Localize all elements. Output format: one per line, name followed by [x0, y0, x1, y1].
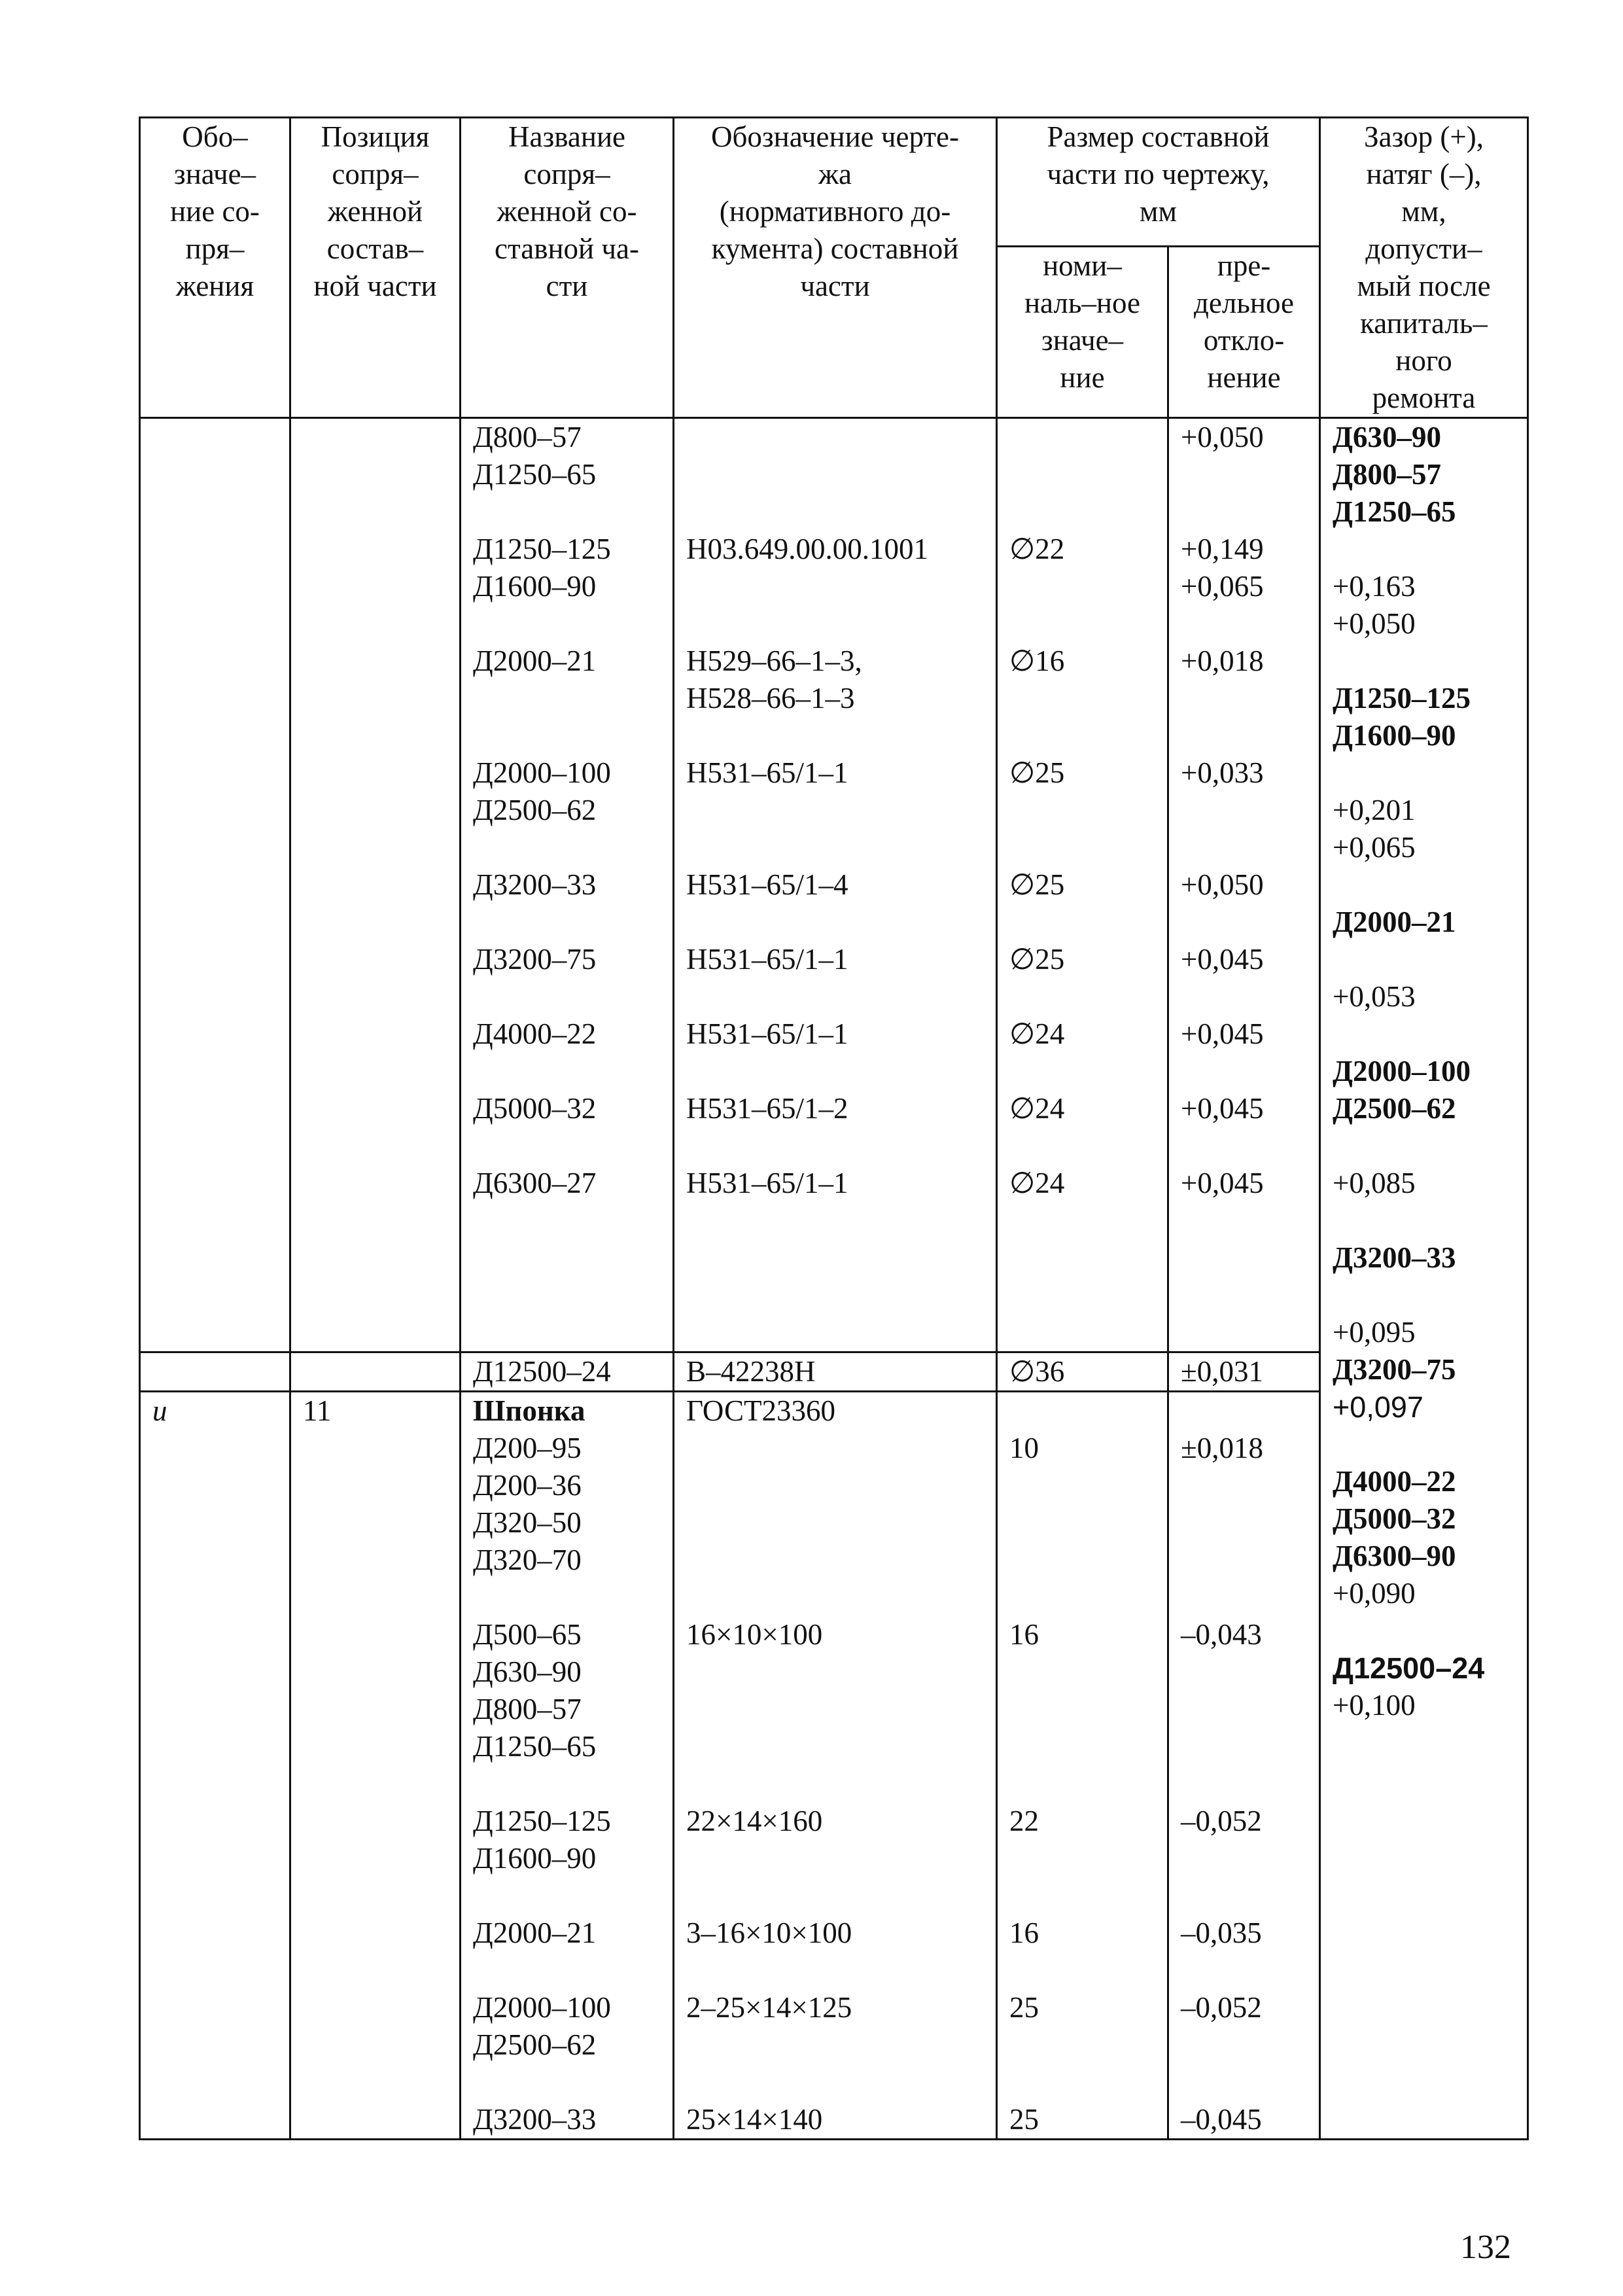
cell-line — [1181, 1504, 1307, 1542]
header-name — [461, 118, 674, 418]
clearance-group-label: Д2000–100 — [1333, 1055, 1471, 1087]
cell-line — [686, 1579, 984, 1616]
cell-line: Д1250–65 — [473, 1730, 597, 1763]
cell-line — [686, 978, 984, 1016]
row-d12500-deviation: ±0,031 — [1168, 1352, 1320, 1392]
cell-line — [1009, 1467, 1155, 1504]
clearance-value — [1333, 1127, 1515, 1165]
cell-line: значе– — [173, 158, 256, 190]
cell-line: Д500–65 — [473, 1618, 582, 1651]
cell-line: допусти– — [1365, 232, 1482, 265]
cell-line: ∅22 — [1009, 533, 1065, 565]
cell-line — [686, 1877, 984, 1915]
cell-line: натяг (–), — [1366, 158, 1482, 190]
clearance-value — [1333, 1202, 1515, 1239]
cell-line: Д1600–90 — [473, 1842, 597, 1875]
cell-line — [1181, 978, 1307, 1016]
clearance-group-label: Д12500–24 — [1333, 1651, 1485, 1685]
clearance-group-label: Д3200–75 — [1333, 1353, 1456, 1386]
cell-line — [473, 717, 661, 754]
cell-line: жения — [175, 270, 254, 302]
cell-line — [152, 419, 277, 456]
cell-line — [1181, 717, 1307, 754]
block2-drawing — [674, 1392, 997, 2140]
cell-line: части — [800, 270, 870, 302]
cell-line — [1009, 1952, 1155, 1989]
clearance-value — [1333, 1612, 1515, 1650]
cell-line — [1009, 1127, 1155, 1165]
cell-line: женной — [327, 195, 423, 228]
cell-line: мм, — [1401, 195, 1446, 228]
block1-deviation — [1168, 418, 1320, 1352]
cell-line — [1181, 1127, 1307, 1165]
cell-line: Н529–66–1–3, — [686, 645, 862, 677]
block2-nominal — [997, 1392, 1168, 2140]
clearance-value — [1333, 1016, 1515, 1053]
cell-line: дельное — [1194, 287, 1294, 320]
cell-line: Д200–95 — [473, 1432, 582, 1464]
cell-line: Обо– — [182, 120, 248, 153]
clearance-value — [1333, 866, 1515, 904]
cell-line — [1181, 1728, 1307, 1765]
clearance-value: +0,163 — [1333, 570, 1416, 603]
header-deviation — [1168, 247, 1320, 418]
clearance-value — [1333, 531, 1515, 568]
clearance-value: +0,065 — [1333, 831, 1416, 864]
cell-line — [686, 2026, 984, 2064]
parts-table — [139, 116, 1529, 2140]
cell-line — [686, 1467, 984, 1504]
cell-line — [1181, 1392, 1307, 1430]
cell-line: Д1250–65 — [473, 458, 597, 491]
cell-line — [1181, 1239, 1307, 1277]
cell-line — [686, 1691, 984, 1728]
cell-line — [1181, 1653, 1307, 1691]
cell-line: Д2000–21 — [473, 1916, 597, 1949]
cell-line: 2–25×14×125 — [686, 1991, 852, 2024]
cell-line: Д3200–75 — [473, 943, 597, 976]
cell-line — [1181, 1314, 1307, 1351]
cell-line: Д200–36 — [473, 1469, 582, 1502]
clearance-group-label: Д4000–22 — [1333, 1465, 1456, 1498]
cell-line — [1181, 1877, 1307, 1915]
cell-line — [1009, 680, 1155, 717]
cell-line — [1009, 717, 1155, 754]
cell-line — [1009, 904, 1155, 941]
cell-line — [686, 1542, 984, 1579]
clearance-group-label: Д2500–62 — [1333, 1092, 1456, 1125]
cell-line — [686, 2064, 984, 2101]
cell-line: +0,045 — [1181, 943, 1264, 976]
cell-line — [686, 1952, 984, 1989]
header-nominal — [997, 247, 1168, 418]
clearance-value: +0,050 — [1333, 607, 1416, 640]
cell-line: Н531–65/1–1 — [686, 943, 848, 976]
cell-line — [473, 1314, 661, 1351]
cell-line: Д2000–100 — [473, 756, 611, 789]
cell-line: Н531–65/1–2 — [686, 1092, 848, 1125]
cell-line — [686, 419, 984, 456]
page-number: 132 — [1460, 2229, 1511, 2266]
cell-line — [1181, 829, 1307, 866]
cell-line — [473, 1877, 661, 1915]
cell-line: состав– — [326, 232, 424, 265]
cell-line: –0,043 — [1181, 1618, 1262, 1651]
cell-line: ставной ча- — [495, 232, 639, 265]
cell-line — [1181, 1952, 1307, 1989]
cell-line: мый после — [1357, 270, 1491, 302]
cell-line: 3–16×10×100 — [686, 1916, 852, 1949]
cell-line — [1181, 1691, 1307, 1728]
clearance-group-label: Д2000–21 — [1333, 906, 1456, 938]
cell-line: Позиция — [321, 120, 430, 153]
cell-line: Д4000–22 — [473, 1017, 597, 1050]
cell-line — [473, 605, 661, 643]
cell-line: части по чертежу, — [1047, 158, 1270, 190]
cell-line — [1181, 680, 1307, 717]
cell-line: наль–ное — [1024, 287, 1141, 320]
cell-line: 16 — [1009, 1916, 1039, 1949]
clearance-group-label: Д1250–125 — [1333, 682, 1471, 715]
cell-line: ∅24 — [1009, 1092, 1065, 1125]
cell-line: Н531–65/1–1 — [686, 756, 848, 789]
cell-line: –0,052 — [1181, 1805, 1262, 1837]
cell-line: +0,045 — [1181, 1167, 1264, 1199]
cell-line: Обозначение черте- — [710, 120, 960, 153]
cell-line — [1009, 1579, 1155, 1616]
cell-line: Н531–65/1–1 — [686, 1167, 848, 1199]
clearance-group-label: Д6300–90 — [1333, 1540, 1456, 1572]
cell-line: женной со- — [497, 195, 637, 228]
cell-line — [1009, 2026, 1155, 2064]
cell-line: ∅24 — [1009, 1167, 1065, 1199]
clearance-value: +0,100 — [1333, 1689, 1416, 1722]
block1-drawing — [674, 418, 997, 1352]
cell-line — [1181, 904, 1307, 941]
cell-line: Д2000–21 — [473, 645, 597, 677]
row-d12500-drawing: В–42238Н — [674, 1352, 997, 1392]
table-row — [140, 1352, 1528, 1392]
block1-nominal — [997, 418, 1168, 1352]
cell-line — [1009, 829, 1155, 866]
cell-line — [1009, 1392, 1155, 1430]
clearance-group-label: Д1600–90 — [1333, 719, 1456, 752]
cell-line: (нормативного до- — [719, 195, 951, 228]
cell-line — [1181, 1579, 1307, 1616]
cell-line: ∅25 — [1009, 868, 1065, 901]
cell-line — [686, 1504, 984, 1542]
cell-line: +0,050 — [1181, 868, 1264, 901]
cell-line: кумента) составной — [711, 232, 959, 265]
clearance-group-label: Д3200–33 — [1333, 1241, 1456, 1274]
cell-line: 25 — [1009, 1991, 1039, 2024]
cell-line — [1009, 1542, 1155, 1579]
row-d12500-nominal: ∅36 — [997, 1352, 1168, 1392]
cell-line — [473, 1127, 661, 1165]
cell-line — [1181, 1053, 1307, 1090]
cell-line: Д6300–27 — [473, 1167, 597, 1199]
cell-line: Д1250–125 — [473, 533, 611, 565]
clearance-group-label: Д1250–65 — [1333, 495, 1456, 528]
header-size-group — [997, 118, 1320, 247]
cell-line — [686, 1127, 984, 1165]
cell-line: Д320–50 — [473, 1506, 582, 1539]
header-designation — [140, 118, 290, 418]
cell-line — [473, 978, 661, 1016]
clearance-group-label: Д800–57 — [1333, 458, 1441, 491]
cell-line: Д1600–90 — [473, 570, 597, 603]
cell-line: +0,033 — [1181, 756, 1264, 789]
cell-line — [686, 456, 984, 493]
cell-line — [1181, 1840, 1307, 1877]
header-clearance — [1320, 118, 1528, 418]
cell-line: 25×14×140 — [686, 2103, 823, 2136]
cell-line — [473, 1053, 661, 1090]
cell-line: Д5000–32 — [473, 1092, 597, 1125]
cell-line: Шпонка — [473, 1394, 585, 1427]
cell-line — [686, 717, 984, 754]
cell-line: Зазор (+), — [1364, 120, 1484, 153]
header-drawing — [674, 118, 997, 418]
cell-line — [1009, 605, 1155, 643]
clearance-group-label: Д5000–32 — [1333, 1502, 1456, 1535]
cell-line — [686, 1202, 984, 1239]
cell-line: нение — [1207, 361, 1281, 395]
cell-line — [1009, 1314, 1155, 1351]
cell-line: +0,045 — [1181, 1017, 1264, 1050]
cell-line: ного — [1395, 344, 1452, 377]
clearance-column — [1320, 418, 1528, 2140]
cell-line: Н531–65/1–4 — [686, 868, 848, 901]
cell-line: Д800–57 — [473, 421, 582, 453]
cell-line — [1009, 1053, 1155, 1090]
cell-line — [1009, 792, 1155, 829]
clearance-value — [1333, 754, 1515, 792]
clearance-value — [1333, 643, 1515, 680]
header-row-1 — [140, 118, 1528, 247]
cell-line: +0,149 — [1181, 533, 1264, 565]
cell-line: 25 — [1009, 2103, 1039, 2136]
cell-line — [686, 568, 984, 605]
clearance-value: +0,201 — [1333, 794, 1416, 826]
clearance-value: +0,097 — [1333, 1390, 1423, 1424]
cell-line: Н531–65/1–1 — [686, 1017, 848, 1050]
cell-line — [473, 1952, 661, 1989]
table-row — [140, 1392, 1528, 2140]
cell-line — [473, 904, 661, 941]
cell-line — [1009, 1653, 1155, 1691]
cell-line: сопря– — [523, 158, 610, 190]
cell-line — [1009, 456, 1155, 493]
cell-line: ГОСТ23360 — [686, 1394, 835, 1427]
cell-line — [686, 1430, 984, 1467]
cell-line: сти — [546, 270, 588, 302]
block1-position — [290, 418, 461, 1352]
cell-line: +0,065 — [1181, 570, 1264, 603]
cell-line: 10 — [1009, 1432, 1039, 1464]
cell-line — [1181, 456, 1307, 493]
cell-line — [1009, 2064, 1155, 2101]
cell-line — [1181, 1542, 1307, 1579]
cell-line: +0,045 — [1181, 1092, 1264, 1125]
block2-deviation — [1168, 1392, 1320, 2140]
cell-line: Д1250–125 — [473, 1805, 611, 1837]
cell-line — [1181, 2026, 1307, 2064]
clearance-value — [1333, 1426, 1515, 1463]
cell-line: –0,052 — [1181, 1991, 1262, 2024]
cell-line — [473, 1202, 661, 1239]
row-d12500-name: Д12500–24 — [461, 1352, 674, 1392]
cell-line — [1009, 419, 1155, 456]
cell-line — [686, 1314, 984, 1351]
cell-line: ∅24 — [1009, 1017, 1065, 1050]
cell-line — [1009, 1504, 1155, 1542]
row-d12500-designation — [140, 1352, 290, 1392]
header-position — [290, 118, 461, 418]
cell-line: ∅25 — [1009, 756, 1065, 789]
block2-designation: и — [140, 1392, 290, 2140]
cell-line — [686, 904, 984, 941]
cell-line: ±0,018 — [1181, 1432, 1263, 1464]
cell-line — [686, 1728, 984, 1765]
cell-line: Д3200–33 — [473, 2103, 597, 2136]
cell-line — [1181, 1765, 1307, 1803]
cell-line: –0,035 — [1181, 1916, 1262, 1949]
cell-line: ние — [1060, 361, 1105, 395]
cell-line: +0,018 — [1181, 645, 1264, 677]
cell-line: Д320–70 — [473, 1544, 582, 1576]
cell-line: мм — [1140, 195, 1177, 228]
cell-line — [1181, 1202, 1307, 1239]
cell-line: 22 — [1009, 1805, 1039, 1837]
block2-position: 11 — [290, 1392, 461, 2140]
cell-line — [1009, 568, 1155, 605]
cell-line: Название — [508, 120, 625, 153]
cell-line — [1009, 1202, 1155, 1239]
clearance-value: +0,085 — [1333, 1167, 1416, 1199]
cell-line — [1181, 2064, 1307, 2101]
cell-line — [1009, 1877, 1155, 1915]
cell-line: 16 — [1009, 1618, 1039, 1651]
cell-line: 16×10×100 — [686, 1618, 823, 1651]
block1-designation — [140, 418, 290, 1352]
cell-line: Д2000–100 — [473, 1991, 611, 2024]
block1-name — [461, 418, 674, 1352]
cell-line: ремонта — [1372, 381, 1476, 414]
cell-line — [686, 1653, 984, 1691]
cell-line — [1009, 1277, 1155, 1314]
cell-line: Д800–57 — [473, 1693, 582, 1725]
cell-line: ∅16 — [1009, 645, 1065, 677]
cell-line — [686, 1239, 984, 1277]
cell-line: Д630–90 — [473, 1655, 582, 1688]
cell-line: жа — [818, 158, 852, 190]
block2-name — [461, 1392, 674, 2140]
cell-line: номи– — [1043, 249, 1122, 283]
cell-line — [473, 493, 661, 531]
cell-line — [473, 1579, 661, 1616]
cell-line: откло- — [1203, 324, 1285, 357]
cell-line — [686, 1053, 984, 1090]
clearance-value: +0,053 — [1333, 980, 1416, 1013]
cell-line: сопря– — [332, 158, 419, 190]
cell-line — [473, 1277, 661, 1314]
cell-line — [1181, 1467, 1307, 1504]
cell-line: +0,050 — [1181, 421, 1264, 453]
cell-line: капиталь– — [1360, 307, 1488, 340]
cell-line — [1009, 1728, 1155, 1765]
cell-line: Д2500–62 — [473, 2028, 597, 2061]
cell-line: Н03.649.00.00.1001 — [686, 533, 928, 565]
cell-line: ∅25 — [1009, 943, 1065, 976]
cell-line — [1009, 978, 1155, 1016]
cell-line: Д3200–33 — [473, 868, 597, 901]
cell-line — [1181, 1277, 1307, 1314]
cell-line: Д2500–62 — [473, 794, 597, 826]
cell-line: ние со- — [170, 195, 260, 228]
cell-line — [473, 680, 661, 717]
cell-line — [686, 1765, 984, 1803]
clearance-value: +0,090 — [1333, 1577, 1416, 1610]
clearance-value — [1333, 1277, 1515, 1314]
table-row — [140, 418, 1528, 1352]
cell-line: пря– — [185, 232, 245, 265]
cell-line: Н528–66–1–3 — [686, 682, 855, 715]
cell-line — [473, 1765, 661, 1803]
cell-line: Размер составной — [1047, 120, 1270, 153]
cell-line — [473, 1239, 661, 1277]
cell-line: ной части — [313, 270, 437, 302]
cell-line — [1181, 493, 1307, 531]
cell-line — [686, 493, 984, 531]
clearance-value: +0,095 — [1333, 1316, 1416, 1349]
cell-line — [686, 792, 984, 829]
clearance-value — [1333, 941, 1515, 978]
cell-line — [1009, 1691, 1155, 1728]
cell-line — [1009, 1239, 1155, 1277]
cell-line — [1181, 605, 1307, 643]
cell-line — [1009, 493, 1155, 531]
cell-line — [303, 419, 447, 456]
cell-line — [686, 1277, 984, 1314]
cell-line — [473, 829, 661, 866]
cell-line: значе– — [1041, 324, 1124, 357]
cell-line — [686, 829, 984, 866]
cell-line — [1009, 1765, 1155, 1803]
cell-line: пре- — [1217, 249, 1271, 283]
cell-line — [473, 2064, 661, 2101]
cell-line — [686, 605, 984, 643]
cell-line — [1009, 1840, 1155, 1877]
cell-line — [686, 1840, 984, 1877]
row-d12500-position — [290, 1352, 461, 1392]
clearance-group-label: Д630–90 — [1333, 421, 1441, 453]
cell-line: –0,045 — [1181, 2103, 1262, 2136]
cell-line — [1181, 792, 1307, 829]
cell-line: 22×14×160 — [686, 1805, 823, 1837]
